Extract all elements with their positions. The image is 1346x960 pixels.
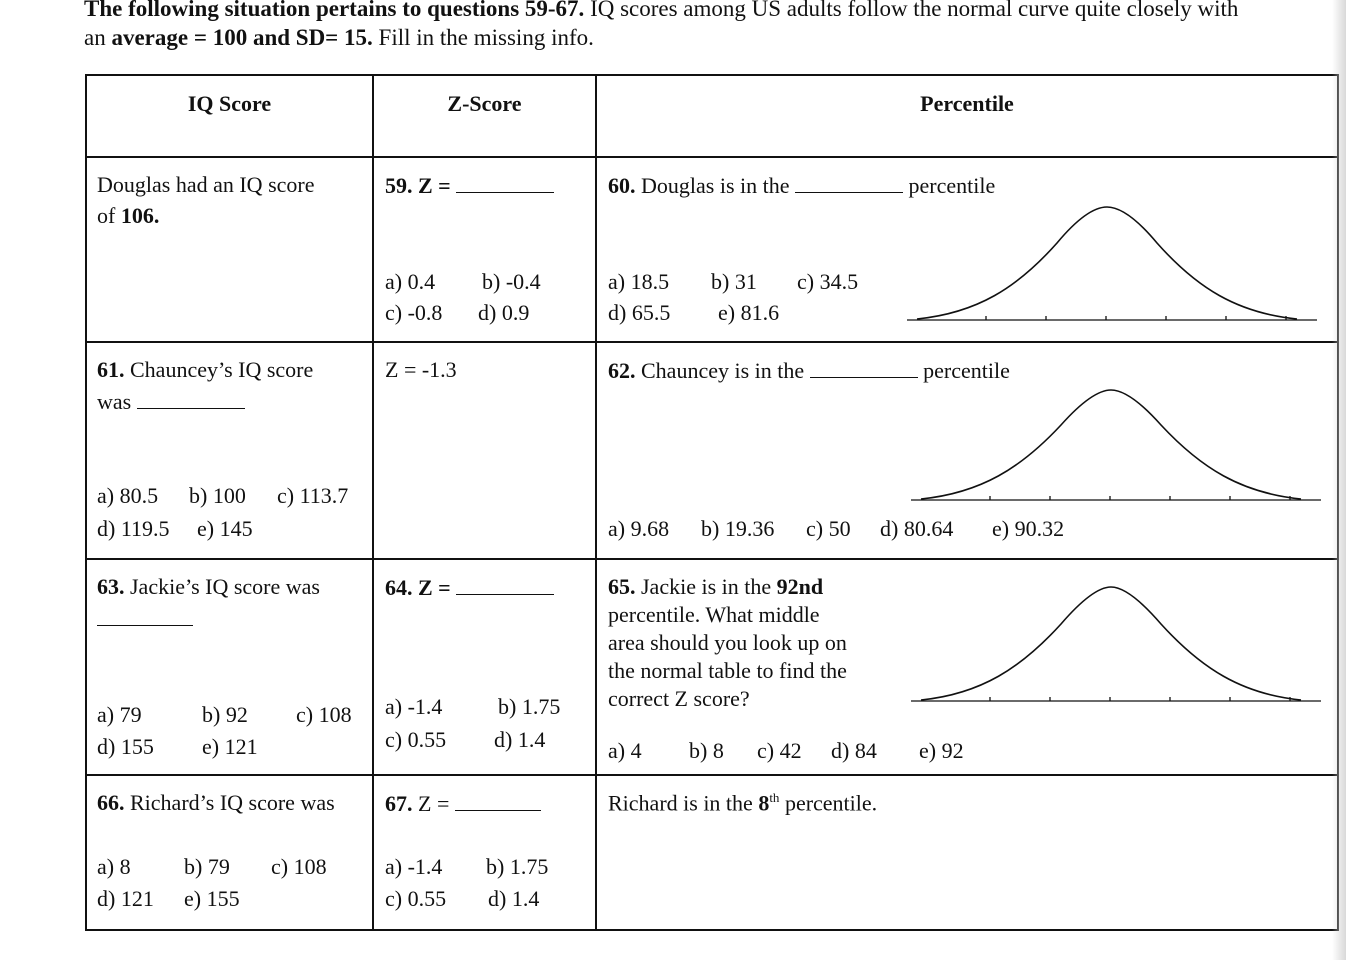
answer-blank-59[interactable]	[456, 172, 554, 193]
normal-curve-diagram	[907, 198, 1319, 323]
header-iq-score: IQ Score	[86, 75, 373, 157]
answer-blank-64[interactable]	[456, 574, 554, 595]
worksheet-table	[85, 74, 1339, 931]
iq-cell-63: 63. Jackie’s IQ score was a) 79 b) 92 c) 108 d) 155 e) 121	[86, 559, 373, 775]
table-row	[86, 342, 1338, 559]
normal-curve-diagram	[911, 383, 1323, 503]
answer-blank-60[interactable]	[795, 172, 903, 193]
answer-blank-67[interactable]	[455, 790, 541, 811]
z-cell-67: 67. Z = a) -1.4 b) 1.75 c) 0.55 d) 1.4	[373, 775, 596, 930]
table-row	[86, 157, 1338, 342]
pct-cell-60: 60. Douglas is in the percentile a) 18.5 b) 31 c) 34.5 d) 65.5 e) 81.6	[596, 157, 1338, 342]
page-edge-shadow	[1332, 0, 1346, 960]
table-row	[86, 559, 1338, 775]
answer-blank-63[interactable]	[97, 605, 193, 626]
pct-cell-62: 62. Chauncey is in the percentile a) 9.68 b) 19.36 c) 50 d) 80.64 e) 90.32	[596, 342, 1338, 559]
iq-cell-61: 61. Chauncey’s IQ score was a) 80.5 b) 100 c) 113.7 d) 119.5 e) 145	[86, 342, 373, 559]
table-row	[86, 775, 1338, 930]
z-cell-59: 59. Z = a) 0.4 b) -0.4 c) -0.8 d) 0.9	[373, 157, 596, 342]
answer-blank-62[interactable]	[810, 357, 918, 378]
normal-curve-diagram	[911, 580, 1323, 704]
z-cell-given: Z = -1.3	[373, 342, 596, 559]
intro-line-2: an average = 100 and SD= 15. Fill in the missing info.	[84, 25, 594, 50]
iq-cell-douglas: Douglas had an IQ score of 106.	[86, 157, 373, 342]
header-percentile: Percentile	[596, 75, 1338, 157]
answer-blank-61[interactable]	[137, 388, 245, 409]
intro-line-1: The following situation pertains to questions 59-67. IQ scores among US adults follow the normal curve quite closely with	[84, 0, 1239, 21]
header-row	[86, 75, 1338, 157]
intro-text	[84, 0, 1324, 52]
z-cell-64: 64. Z = a) -1.4 b) 1.75 c) 0.55 d) 1.4	[373, 559, 596, 775]
pct-cell-richard: Richard is in the 8th percentile.	[596, 775, 1338, 930]
pct-cell-65: 65. Jackie is in the 92nd percentile. What middle area should you look up on the normal table to find the correct Z score? a) 4 b) 8 c) 42 d) 84 e) 92	[596, 559, 1338, 775]
iq-cell-66: 66. Richard’s IQ score was a) 8 b) 79 c) 108 d) 121 e) 155	[86, 775, 373, 930]
header-z-score: Z-Score	[373, 75, 596, 157]
